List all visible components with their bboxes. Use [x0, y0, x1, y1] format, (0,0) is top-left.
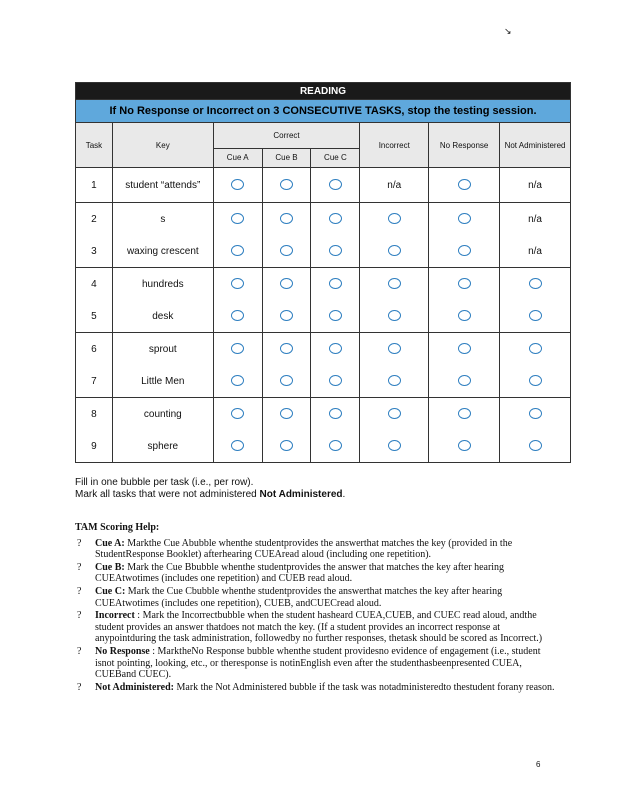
task-number: 2 [76, 203, 113, 236]
cue-a-bubble[interactable] [231, 408, 244, 419]
incorrect-bubble[interactable] [388, 278, 401, 289]
cue-c-cell [311, 398, 360, 431]
cue-c-cell [311, 168, 360, 203]
cue-a-cell [213, 300, 262, 333]
no-response-bubble[interactable] [458, 179, 471, 190]
cue-a-cell [213, 430, 262, 463]
no-response-cell [429, 168, 500, 203]
cue-b-bubble[interactable] [280, 310, 293, 321]
help-text: : Mark the Incorrectbubble when the student hasheard CUEA,CUEB, and CUEC read aloud, andthe student provides an answer thatdoes not match the key. (If a student provides an incorrect response at anypointduring the task administration, followedby no further responses, thetask should be scored as Incorrect.) [95, 610, 543, 645]
stop-rule-banner: If No Response or Incorrect on 3 CONSECUTIVE TASKS, stop the testing session. [76, 100, 571, 123]
incorrect-bubble[interactable] [388, 213, 401, 224]
instruction-text: Mark all tasks that were not administered [75, 489, 260, 500]
no-response-bubble[interactable] [458, 213, 471, 224]
table-title: READING [76, 83, 571, 100]
task-number: 7 [76, 365, 113, 398]
cue-b-cell [262, 398, 311, 431]
task-key: desk [112, 300, 213, 333]
help-item [75, 562, 555, 585]
cue-b-cell [262, 365, 311, 398]
reading-score-table [75, 82, 571, 463]
cue-c-cell [311, 365, 360, 398]
cue-c-bubble[interactable] [329, 408, 342, 419]
no-response-cell [429, 365, 500, 398]
incorrect-bubble[interactable] [388, 440, 401, 451]
no-response-cell [429, 268, 500, 301]
incorrect-cell [360, 300, 429, 333]
incorrect-cell [360, 235, 429, 268]
cue-a-cell [213, 333, 262, 366]
not-administered-cell [500, 365, 571, 398]
table-row [76, 398, 571, 431]
cue-a-cell [213, 235, 262, 268]
help-term: Not Administered: [95, 681, 174, 693]
header-correct: Correct [213, 123, 360, 149]
help-item [75, 682, 555, 694]
cue-c-bubble[interactable] [329, 310, 342, 321]
cue-a-bubble[interactable] [231, 278, 244, 289]
task-number: 4 [76, 268, 113, 301]
header-cue-a: Cue A [213, 148, 262, 167]
header-cue-b: Cue B [262, 148, 311, 167]
help-text: : MarktheNo Response bubble whenthe student providesno evidence of engagement (i.e., student isnot pointing, looking, etc., or theresponse is notinEnglish even after the studenthasbeenpresented CUEA, CUEBand CUEC). [95, 645, 541, 681]
no-response-cell [429, 398, 500, 431]
help-term: Cue C: [95, 585, 126, 597]
help-text: Mark the Cue Cbubble whenthe studentprovides the answerthat matches the key after hearing CUEAtwotimes (includes one repetition), CUEB, andCUECread aloud. [95, 585, 503, 609]
not-administered-cell [500, 268, 571, 301]
cue-a-cell [213, 365, 262, 398]
cue-b-bubble[interactable] [280, 278, 293, 289]
cue-a-cell [213, 203, 262, 236]
not-administered-cell: n/a [500, 203, 571, 236]
task-key: waxing crescent [112, 235, 213, 268]
cue-c-cell [311, 300, 360, 333]
corner-mark: ↘ [504, 26, 512, 36]
cue-b-bubble[interactable] [280, 179, 293, 190]
no-response-bubble[interactable] [458, 245, 471, 256]
task-key: sphere [112, 430, 213, 463]
cue-b-bubble[interactable] [280, 440, 293, 451]
not-administered-cell [500, 300, 571, 333]
incorrect-cell [360, 398, 429, 431]
cue-c-bubble[interactable] [329, 213, 342, 224]
not-administered-bubble[interactable] [529, 343, 542, 354]
incorrect-bubble[interactable] [388, 408, 401, 419]
not-administered-cell: n/a [500, 235, 571, 268]
cue-c-cell [311, 333, 360, 366]
help-item [75, 586, 555, 609]
not-administered-bubble[interactable] [529, 440, 542, 451]
cue-a-cell [213, 398, 262, 431]
task-key: s [112, 203, 213, 236]
table-row [76, 333, 571, 366]
cue-a-bubble[interactable] [231, 375, 244, 386]
cue-a-bubble[interactable] [231, 343, 244, 354]
not-administered-cell [500, 430, 571, 463]
help-text: Mark the Cue Bbubble whenthe studentprovides the answer that matches the key after hearing CUEAtwotimes (includes one repetition) and CUEB read aloud. [95, 561, 505, 585]
not-administered-bubble[interactable] [529, 278, 542, 289]
bullet-icon: ? [77, 681, 82, 693]
incorrect-bubble[interactable] [388, 375, 401, 386]
table-row [76, 168, 571, 203]
cue-b-cell [262, 268, 311, 301]
bullet-icon: ? [77, 585, 82, 597]
cue-c-bubble[interactable] [329, 375, 342, 386]
task-number: 8 [76, 398, 113, 431]
incorrect-cell [360, 365, 429, 398]
not-administered-cell: n/a [500, 168, 571, 203]
bullet-icon: ? [77, 645, 82, 657]
task-key: counting [112, 398, 213, 431]
cue-a-bubble[interactable] [231, 179, 244, 190]
cue-a-bubble[interactable] [231, 245, 244, 256]
cue-b-bubble[interactable] [280, 408, 293, 419]
no-response-cell [429, 235, 500, 268]
cue-a-bubble[interactable] [231, 213, 244, 224]
bullet-icon: ? [77, 537, 82, 549]
cue-b-cell [262, 300, 311, 333]
cue-b-bubble[interactable] [280, 375, 293, 386]
cue-b-cell [262, 333, 311, 366]
help-item [75, 610, 555, 645]
bullet-icon: ? [77, 561, 82, 573]
no-response-bubble[interactable] [458, 310, 471, 321]
instruction-line-2 [75, 489, 345, 501]
incorrect-cell [360, 333, 429, 366]
header-cue-c: Cue C [311, 148, 360, 167]
help-term: Cue B: [95, 561, 125, 573]
cue-b-bubble[interactable] [280, 213, 293, 224]
incorrect-cell [360, 268, 429, 301]
no-response-bubble[interactable] [458, 440, 471, 451]
help-list [75, 538, 555, 694]
cue-c-bubble[interactable] [329, 245, 342, 256]
cue-c-bubble[interactable] [329, 278, 342, 289]
incorrect-bubble[interactable] [388, 343, 401, 354]
no-response-cell [429, 203, 500, 236]
table-row [76, 235, 571, 268]
incorrect-cell: n/a [360, 168, 429, 203]
task-number: 6 [76, 333, 113, 366]
no-response-cell [429, 333, 500, 366]
help-term: Incorrect [95, 610, 135, 622]
no-response-bubble[interactable] [458, 408, 471, 419]
instruction-bold: Not Administered [259, 489, 343, 500]
task-rows [76, 168, 571, 463]
cue-c-bubble[interactable] [329, 343, 342, 354]
cue-b-bubble[interactable] [280, 343, 293, 354]
header-not-administered: Not Administered [500, 123, 571, 168]
cue-a-bubble[interactable] [231, 440, 244, 451]
task-key: hundreds [112, 268, 213, 301]
table-row [76, 365, 571, 398]
scoring-help [75, 522, 555, 694]
cue-c-bubble[interactable] [329, 179, 342, 190]
incorrect-cell [360, 203, 429, 236]
no-response-cell [429, 300, 500, 333]
no-response-cell [429, 430, 500, 463]
help-term: Cue A: [95, 537, 125, 549]
instruction-suffix: . [342, 489, 346, 500]
cue-a-cell [213, 168, 262, 203]
help-item [75, 646, 555, 681]
incorrect-bubble[interactable] [388, 245, 401, 256]
not-administered-bubble[interactable] [529, 310, 542, 321]
cue-b-cell [262, 203, 311, 236]
help-title: TAM Scoring Help: [75, 522, 160, 533]
incorrect-bubble[interactable] [388, 310, 401, 321]
cue-b-cell [262, 235, 311, 268]
fill-instructions [75, 477, 345, 501]
instruction-line-1: Fill in one bubble per task (i.e., per row). [75, 477, 254, 488]
not-administered-bubble[interactable] [529, 375, 542, 386]
no-response-bubble[interactable] [458, 278, 471, 289]
table-row [76, 430, 571, 463]
task-number: 9 [76, 430, 113, 463]
cue-a-bubble[interactable] [231, 310, 244, 321]
bullet-icon: ? [77, 610, 82, 622]
header-no-response: No Response [429, 123, 500, 168]
not-administered-cell [500, 333, 571, 366]
task-key: student “attends” [112, 168, 213, 203]
no-response-bubble[interactable] [458, 343, 471, 354]
task-key: sprout [112, 333, 213, 366]
cue-b-cell [262, 168, 311, 203]
help-text: Markthe Cue Abubble whenthe studentprovides the answerthat matches the key (provided in the StudentResponse Booklet) afterhearing CUEAread aloud (including one repetition). [95, 537, 513, 561]
page-number: 6 [536, 760, 541, 769]
header-task: Task [76, 123, 113, 168]
header-incorrect: Incorrect [360, 123, 429, 168]
cue-a-cell [213, 268, 262, 301]
cue-b-cell [262, 430, 311, 463]
header-key: Key [112, 123, 213, 168]
table-row [76, 203, 571, 236]
task-number: 1 [76, 168, 113, 203]
cue-c-cell [311, 268, 360, 301]
task-number: 5 [76, 300, 113, 333]
help-text: Mark the Not Administered bubble if the task was notadministeredto thestudent forany reason. [173, 681, 555, 693]
table-row [76, 268, 571, 301]
cue-b-bubble[interactable] [280, 245, 293, 256]
not-administered-bubble[interactable] [529, 408, 542, 419]
cue-c-cell [311, 430, 360, 463]
no-response-bubble[interactable] [458, 375, 471, 386]
task-number: 3 [76, 235, 113, 268]
not-administered-cell [500, 398, 571, 431]
table-row [76, 300, 571, 333]
cue-c-cell [311, 203, 360, 236]
task-key: Little Men [112, 365, 213, 398]
help-item [75, 538, 555, 561]
cue-c-bubble[interactable] [329, 440, 342, 451]
cue-c-cell [311, 235, 360, 268]
incorrect-cell [360, 430, 429, 463]
help-term: No Response [95, 645, 150, 657]
